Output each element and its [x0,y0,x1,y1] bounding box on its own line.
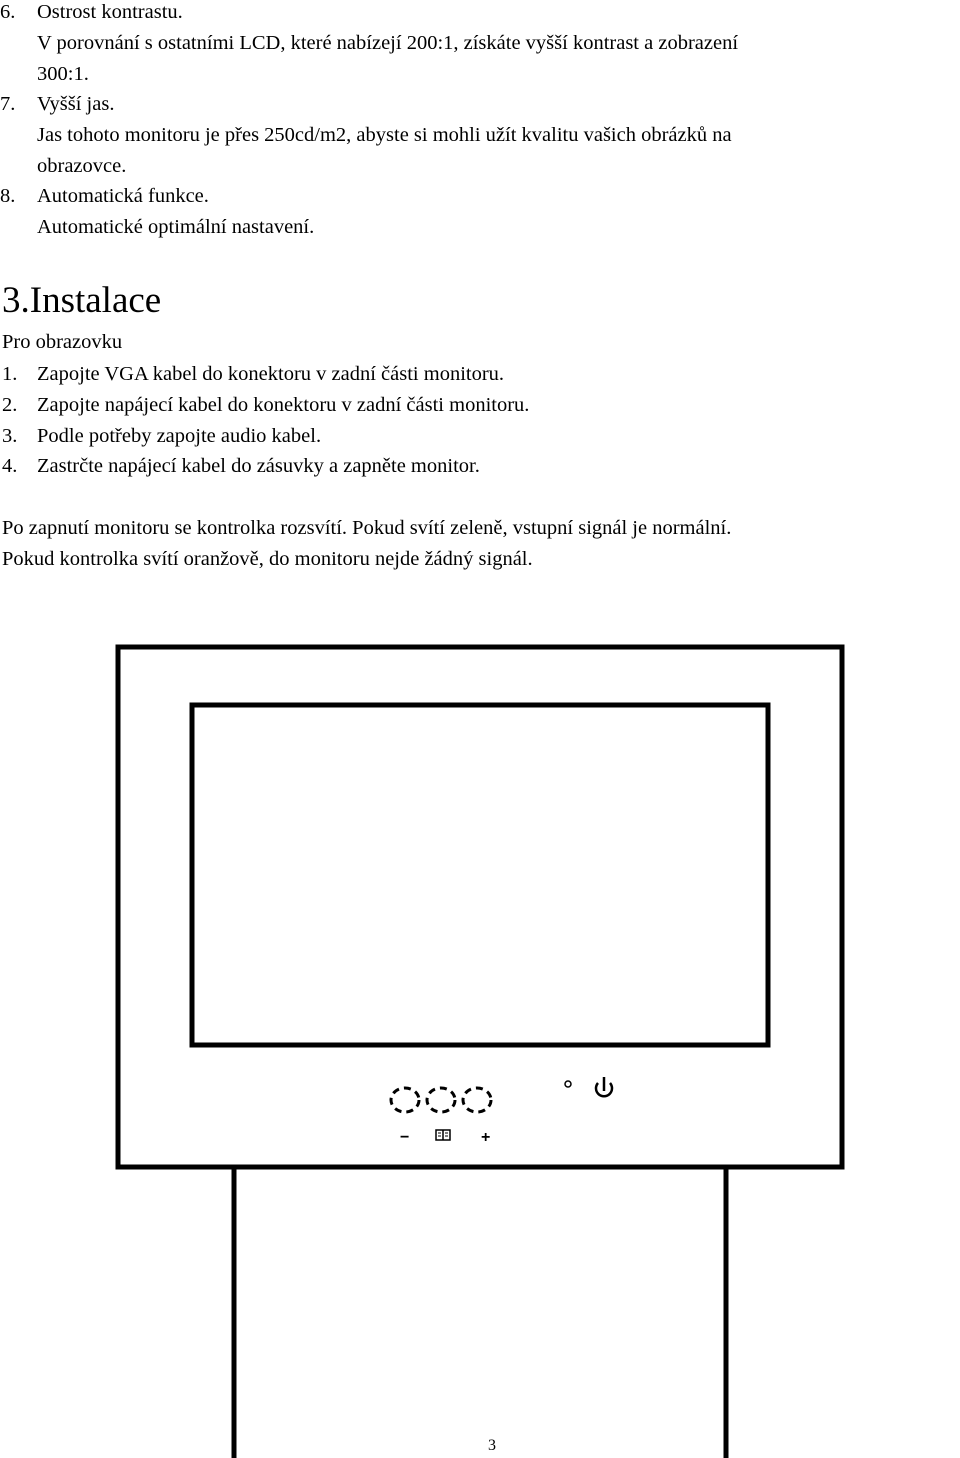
menu-button-icon [427,1088,455,1112]
step-text: Zapojte napájecí kabel do konektoru v zadní části monitoru. [37,394,530,416]
page-number: 3 [488,1437,496,1454]
step-number: 2. [2,394,18,416]
feature-title: Automatická funkce. [37,185,209,207]
minus-label: − [400,1129,410,1146]
feature-7-desc: Jas tohoto monitoru je přes 250cd/m2, abyste si mohli užít kvalitu vašich obrázků na [37,124,732,146]
feature-8-desc: Automatické optimální nastavení. [37,216,315,238]
feature-number: 8. [0,185,16,207]
minus-button-icon [391,1088,419,1112]
section-subheading: Pro obrazovku [2,331,123,353]
feature-6-desc: V porovnání s ostatními LCD, které nabízejí 200:1, získáte vyšší kontrast a zobrazení [37,32,739,54]
power-led-icon [565,1081,571,1087]
monitor-screen [192,705,768,1045]
plus-button-icon [463,1088,491,1112]
plus-label: + [481,1129,491,1146]
feature-title: Vyšší jas. [37,93,115,115]
feature-title: Ostrost kontrastu. [37,1,183,23]
step-text: Podle potřeby zapojte audio kabel. [37,425,322,447]
menu-book-icon [436,1130,450,1140]
step-text: Zastrčte napájecí kabel do zásuvky a zapněte monitor. [37,455,480,477]
status-note: Po zapnutí monitoru se kontrolka rozsvítí. Pokud svítí zeleně, vstupní signál je normální. [2,517,732,539]
step-text: Zapojte VGA kabel do konektoru v zadní části monitoru. [37,363,505,385]
step-number: 3. [2,425,18,447]
status-note: Pokud kontrolka svítí oranžově, do monitoru nejde žádný signál. [2,548,533,570]
feature-number: 6. [0,1,16,23]
feature-number: 7. [0,93,16,115]
step-number: 4. [2,455,18,477]
feature-7-desc-cont: obrazovce. [37,155,127,177]
feature-6-desc-cont: 300:1. [37,63,89,85]
power-icon [596,1077,612,1096]
section-heading: 3.Instalace [2,280,162,321]
step-number: 1. [2,363,18,385]
